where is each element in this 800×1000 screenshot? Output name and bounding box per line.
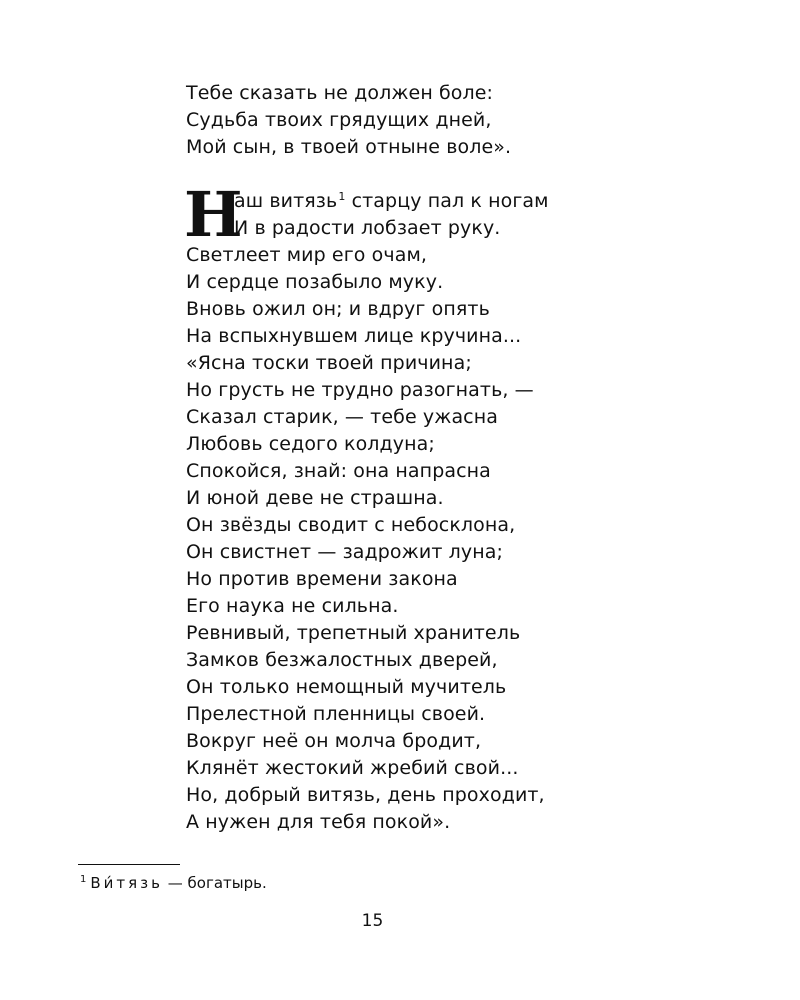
poem-line: Он звёзды сводит с небосклона, — [186, 514, 516, 536]
poem-line: Судьба твоих грядущих дней, — [186, 109, 492, 131]
poem-line: Замков безжалостных дверей, — [186, 649, 498, 671]
footnote — [80, 873, 267, 893]
first-line-end: старцу пал к ногам — [345, 190, 549, 212]
first-line-start: аш витязь — [234, 190, 338, 212]
poem-line: На вспыхнувшем лице кручина... — [186, 325, 522, 347]
poem-line: И сердце позабыло муку. — [186, 271, 444, 293]
footnote-term: Ви́тязь — [90, 874, 163, 892]
poem-line: И юной деве не страшна. — [186, 487, 444, 509]
poem-line: Светлеет мир его очам, — [186, 244, 428, 266]
poem-line: А нужен для тебя покой». — [186, 811, 451, 833]
poem-line: Сказал старик, — тебе ужасна — [186, 406, 498, 428]
poem-line: Вновь ожил он; и вдруг опять — [186, 298, 490, 320]
drop-cap-letter: Н — [184, 178, 243, 251]
footnote-definition: — богатырь. — [163, 874, 267, 892]
poem-line: Но против времени закона — [186, 568, 458, 590]
poem-line: Он только немощный мучитель — [186, 676, 507, 698]
footnote-marker: 1 — [338, 190, 346, 203]
poem-line: Но грусть не трудно разогнать, — — [186, 379, 534, 401]
poem-line: «Ясна тоски твоей причина; — [186, 352, 472, 374]
poem-line: Клянёт жестокий жребий свой... — [186, 757, 519, 779]
poem-line-second: И в радости лобзает руку. — [234, 217, 501, 239]
poem-line: Он свистнет — задрожит луна; — [186, 541, 503, 563]
footnote-number: 1 — [80, 874, 87, 885]
poem-line: Прелестной пленницы своей. — [186, 703, 486, 725]
poem-line: Но, добрый витязь, день проходит, — [186, 784, 545, 806]
stanza-gap — [186, 161, 746, 188]
poem-line: Ревнивый, трепетный хранитель — [186, 622, 521, 644]
poem-line: Мой сын, в твоей отныне воле». — [186, 136, 512, 158]
poem-line: Его наука не сильна. — [186, 595, 399, 617]
poem-line: Тебе сказать не должен боле: — [186, 82, 494, 104]
poem-line: Любовь седого колдуна; — [186, 433, 435, 455]
poem-line-first — [186, 188, 746, 215]
page-number: 15 — [361, 911, 384, 931]
poem-line: Спокойся, знай: она напрасна — [186, 460, 491, 482]
stanza-with-dropcap — [184, 178, 746, 251]
footnote-divider — [78, 864, 180, 865]
poem-text — [186, 80, 746, 836]
poem-line: Вокруг неё он молча бродит, — [186, 730, 482, 752]
